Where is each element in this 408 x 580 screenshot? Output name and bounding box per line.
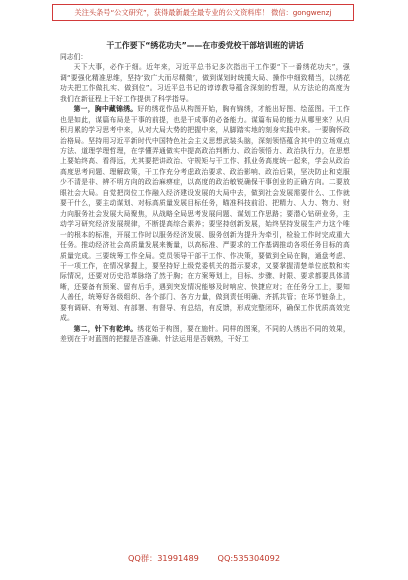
- paragraph-text: 天下大事，必作于细。近年来，习近平总书记多次指出干工作要“下一番绣花功夫”，强调“要强化精准思维，坚持‘致广大而尽精微’，做到谋划时统揽大局、操作中细致精当，以绣花功夫把工作做扎实、做到位”。习近平总书记的谆谆教导蕴含深刻的哲理，从方法论的高度为我们在新征程上干好工作提供了科学指导。: [60, 63, 350, 103]
- paragraph: [60, 104, 350, 324]
- footer-qq-group: QQ群：31991489: [127, 553, 199, 563]
- paragraph-text: 好的绣花作品从构图开始，胸有锦绣，才能出好图、绘蓝图。干工作也是如此，谋篇布局是干事的前提，也是干成事的必备能力。谋篇布局的能力从哪里来？从归积月累的学习思考中来，从对大局大势的把握中来，从脚踏实地的刻身实践中来。一要胸怀政治格局。坚持用习近平新时代中国特色社会主义思想武装头脑，深刻领悟蕴含其中的立场观点方法、道理学理哲理，在学懂弄通做实中提高政治判断力、政治领悟力、政治执行力，在思想上要始终高、看得远，尤其要把讲政治、守规矩与干工作、抓业务高度统一起来，学会从政治高度思考问题、理解政策，干工作充分考虑政治要求、政治影响、政治后果，坚决防止和克服少不清是非、辨不明方向的政治麻痹症，以高度的政治敏锐确保干事创业的正确方向。二要放眼社会大局。自觉把岗位工作融入经济建设发展的大局中去，做到社会发展需要什么、工作就要干什么，要主动谋划、对标高质量发展目标任务，瞄准科技前沿、把精力、人力、物力、财力向服务社会发展大局聚焦，从战略全局思考发展问题、谋划工作思路；要潜心钻研业务，主动学习研究经济发展规律，不断提高综合素养；要坚持创新发展，始终坚持发展生产力这个唯一的根本的标准，开展工作时以服务经济发展、服务创新为提升为牵引，检验工作时完成重大任务。推动经济社会高质量发展来衡量，以高标准、严要求的工作基调推动各项任务目标的高质量完成。三要统筹工作全局。党员领导干部干工作、作决策，要做到全局在胸，通盘考虑、干一项工作，在情况掌握上，要坚持好上级党委机关的指示要求，又要掌握清楚单位底数和实际情况，还要对历史沿革脉络了然于胸；在方案筹划上，目标、步骤、时限、要求都要具体清晰，还要备有预案、留有后手，遇到突发情况能够及时响应、快捷应对；在任务分工上，要知人善任，统筹好各级组织、各个部门、各方力量，做到责任明确、齐抓共管；在环节链条上，要有调研、有筹划、有部署、有督导、有总结，有反馈，形成完整闭环，确保工作优质高效完成。: [60, 105, 350, 323]
- paragraph-lead: 第二，针下有乾坤。: [73, 324, 138, 333]
- paragraph: [60, 324, 350, 345]
- paragraph: [60, 62, 350, 104]
- footer: [0, 553, 408, 564]
- salutation: 同志们：: [60, 53, 88, 61]
- paragraph-text: 绣花始于构图，要在施针。同样的图案，不同的人绣出不同的效果，差别在于对蓝图的把握是否准确、针法运用是否娴熟，干好工: [60, 324, 350, 344]
- promo-banner: 关注头条号“公文研究”，获得最新最全最专业的公文资料库！ 微信：gongwenzj: [52, 4, 354, 21]
- document-body: [60, 40, 350, 345]
- paragraph-lead: 第一，胸中藏锦绣。: [73, 105, 138, 114]
- document-title: 干工作要下“绣花功夫”——在市委党校干部培训班的讲话: [106, 41, 304, 50]
- footer-qq: QQ:535304092: [217, 553, 281, 563]
- paragraph-list: [60, 62, 350, 344]
